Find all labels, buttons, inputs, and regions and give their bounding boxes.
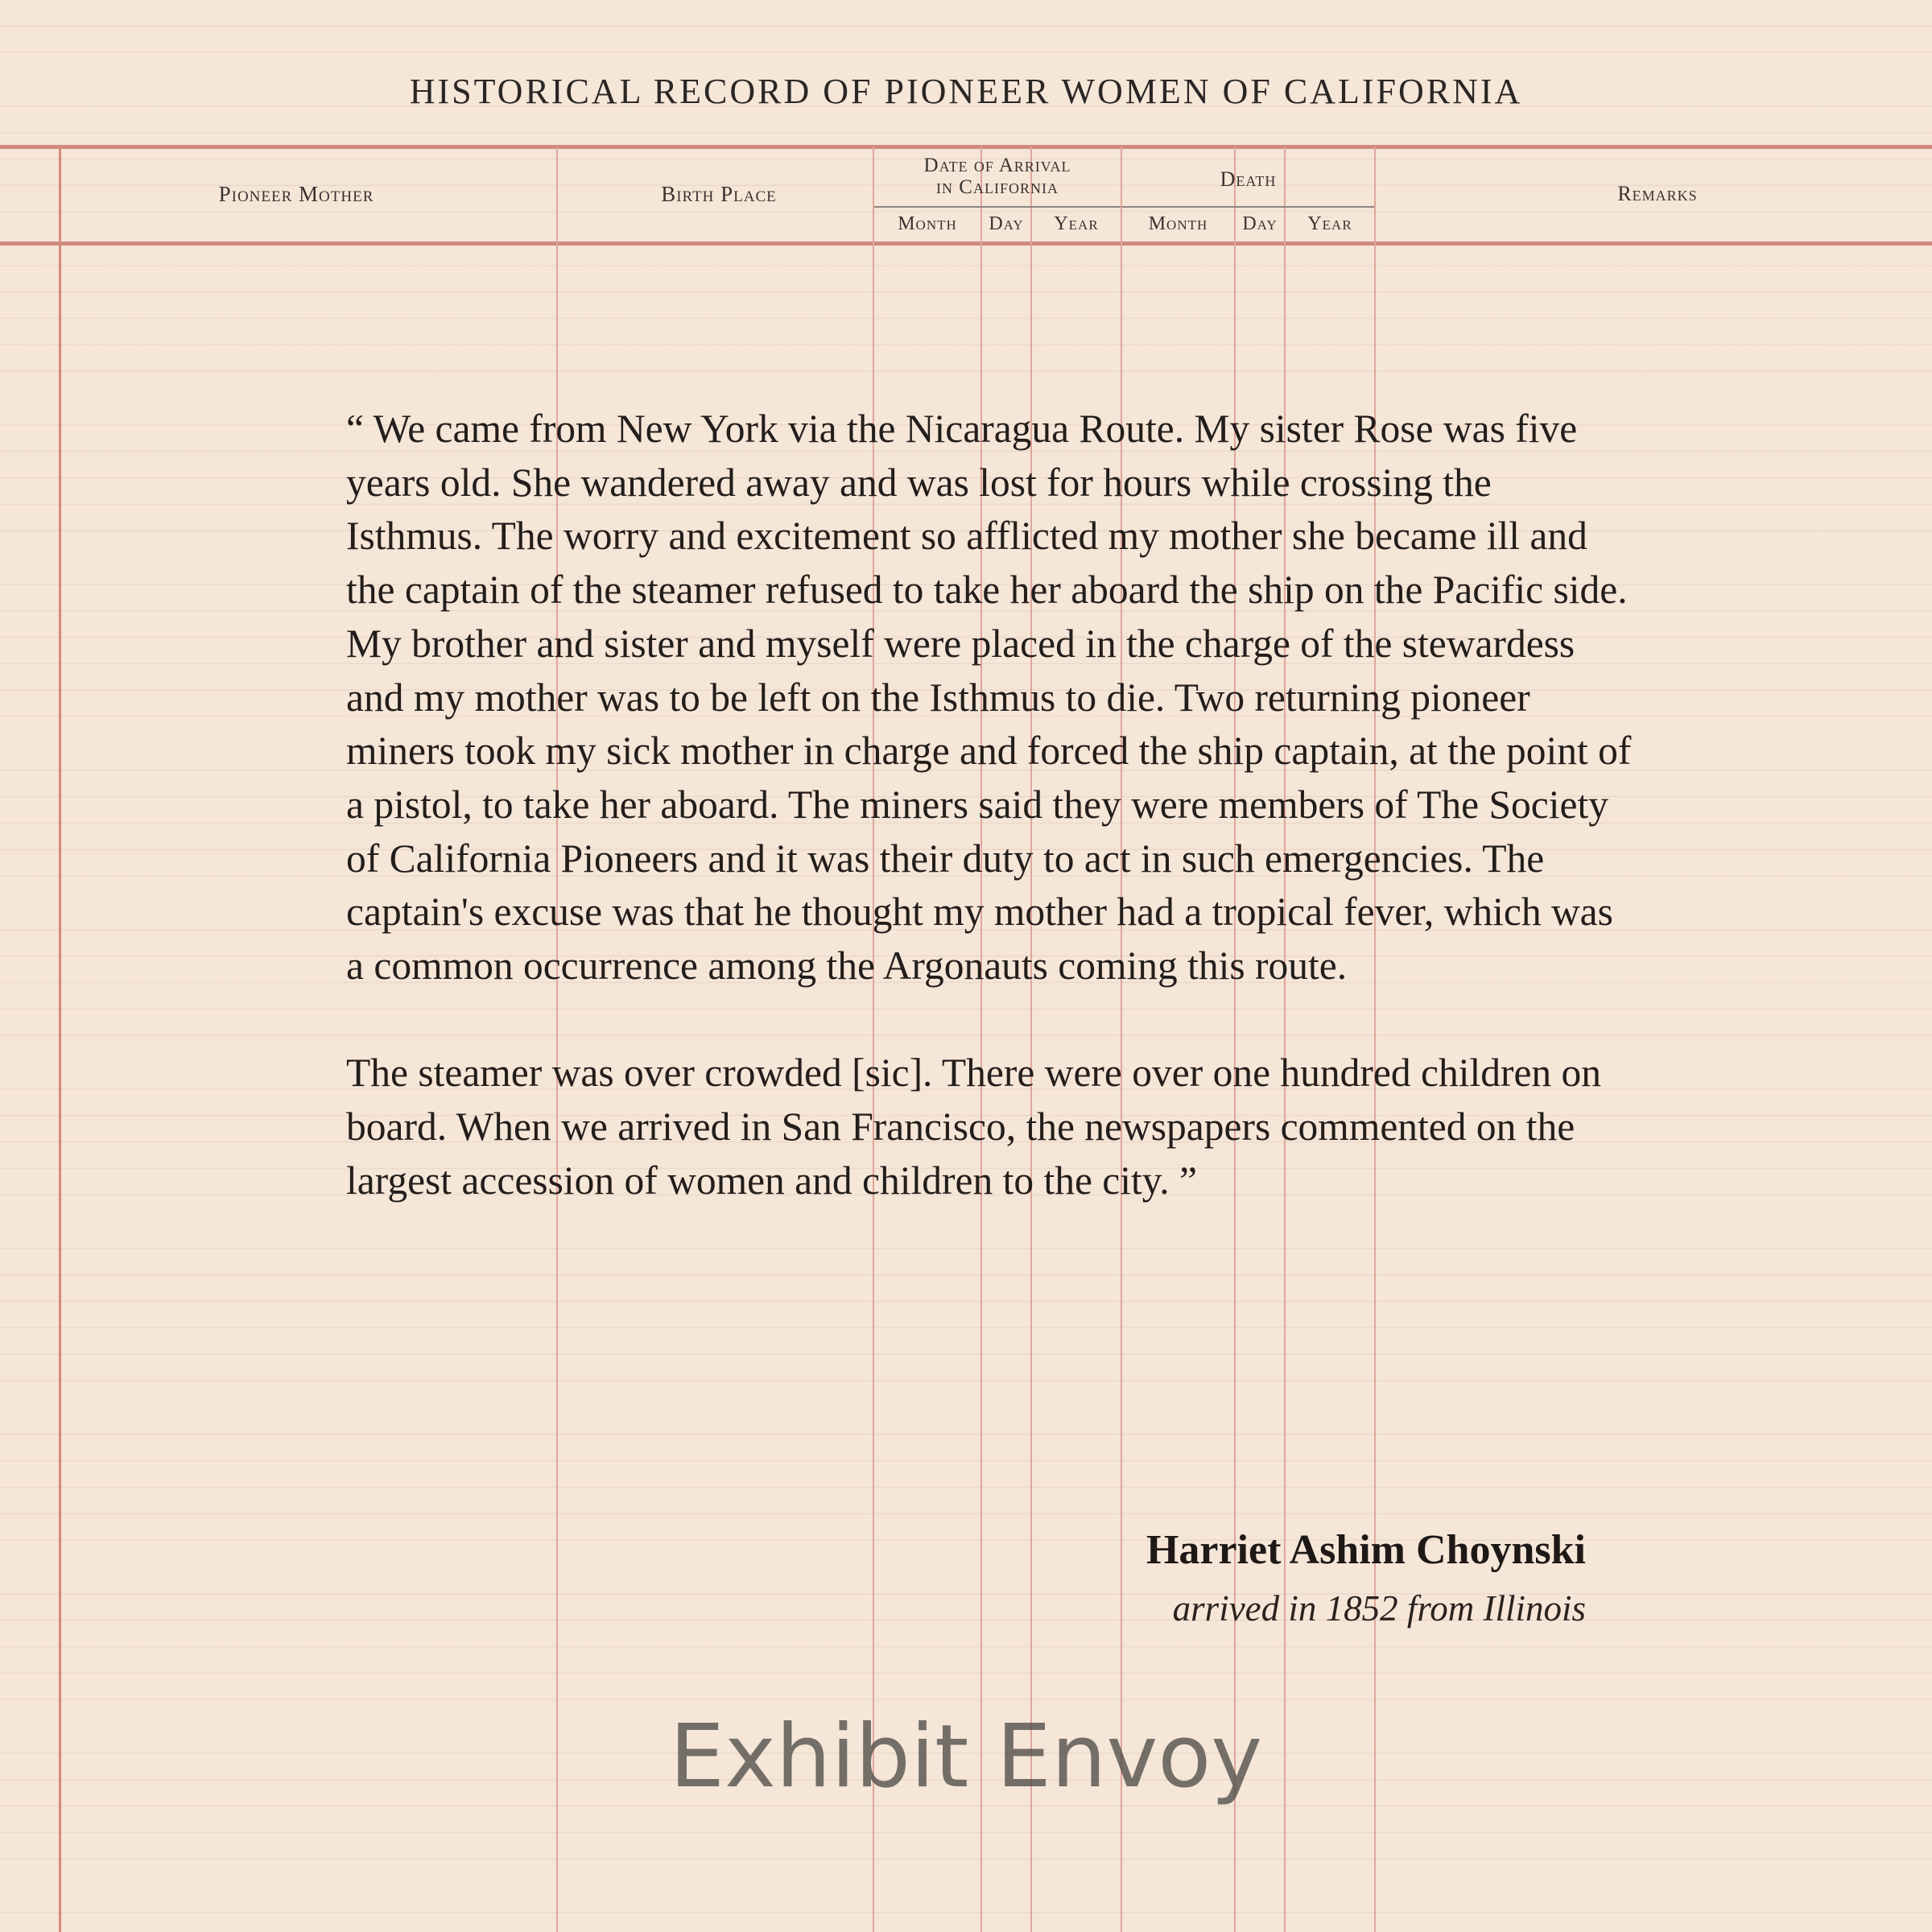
quote-paragraph: The steamer was over crowded [sic]. There were over one hundred children on board. When we arrived in San Francisco, the newspapers commented on the largest accession of women and children to the city. ” [346, 1051, 1602, 1203]
subheader-arrival-day: Day [989, 213, 1024, 234]
column-header-birth-place: Birth Place [661, 182, 777, 206]
quote-paragraph: “ We came from New York via the Nicaragua Route. My sister Rose was five years old. She wandered away and was lost for hours while crossing the Isthmus. The worry and excitement so afflicted my mother she became ill and the captain of the steamer refused to take her aboard the ship on the Pacific side. My brother and sister and myself were placed in the charge of the stewardess and my mother was to be left on the Isthmus to die. Two returning pioneer miners took my sick mother in charge and forced the ship captain, at the point of a pistol, to take her aboard. The miners said they were members of The Society of California Pioneers and it was their duty to act in such emergencies. The captain's excuse was that he thought my mother had a tropical fever, which was a common occurrence among the Argonauts coming this route. [346, 407, 1632, 989]
column-header-arrival-line-2: in California [936, 176, 1059, 198]
column-header-pioneer-mother: Pioneer Mother [218, 182, 374, 206]
subheader-arrival-month: Month [898, 213, 957, 234]
column-header-arrival-line-1: Date of Arrival [923, 155, 1071, 176]
column-header-remarks: Remarks [1617, 182, 1698, 205]
column-header-death: Death [1220, 167, 1277, 191]
quote-block [346, 402, 1634, 1208]
header-top-rule [0, 145, 1932, 149]
subheader-arrival-year: Year [1054, 213, 1099, 234]
subheader-death-day: Day [1242, 213, 1278, 234]
watermark: Exhibit Envoy [669, 1707, 1263, 1807]
subheader-death-year: Year [1307, 213, 1352, 234]
attribution-name: Harriet Ashim Choynski [1146, 1527, 1586, 1573]
ledger-margin-line [59, 147, 61, 1932]
attribution-subtitle: arrived in 1852 from Illinois [1172, 1588, 1586, 1629]
page-title: HISTORICAL RECORD OF PIONEER WOMEN OF CALIFORNIA [409, 72, 1523, 111]
subheader-death-month: Month [1148, 213, 1208, 234]
subheader-divider-arrival [874, 206, 1121, 208]
subheader-divider-death [1122, 206, 1374, 208]
header-bottom-rule [0, 242, 1932, 246]
column-header-arrival [874, 155, 1121, 198]
